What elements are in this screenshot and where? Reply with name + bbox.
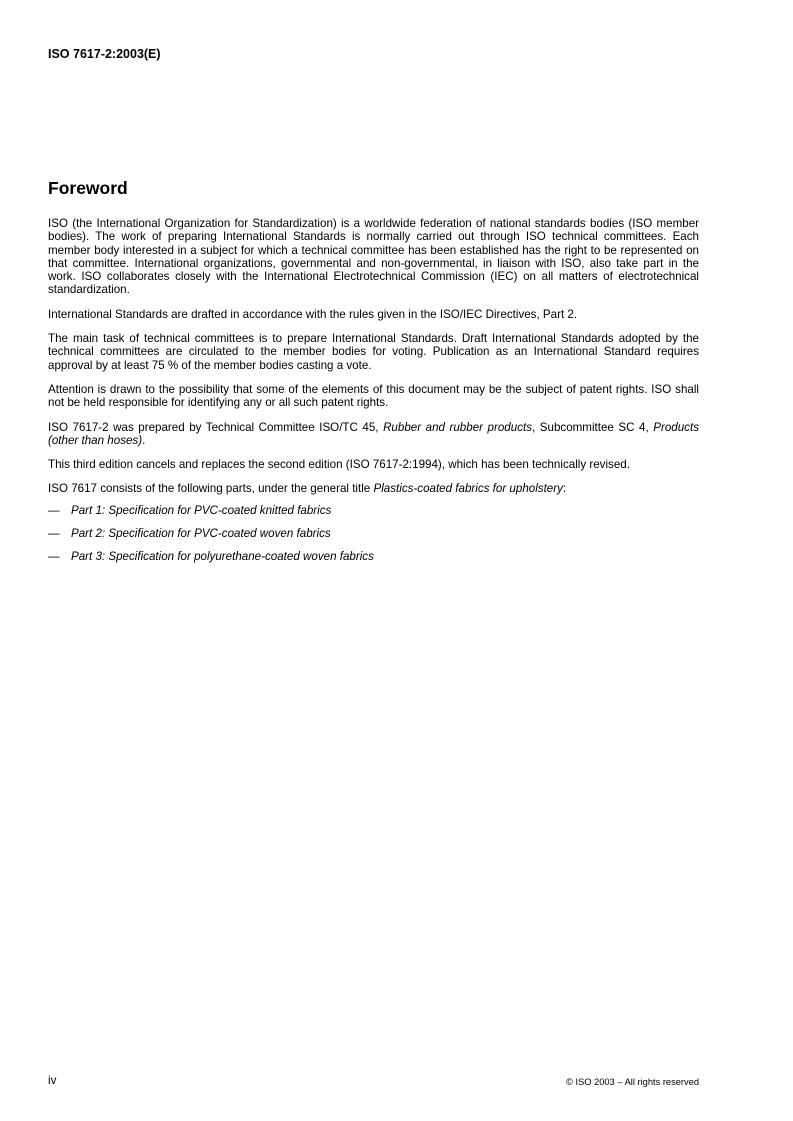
parts-intro-text: ISO 7617 consists of the following parts, under the general title	[48, 482, 374, 496]
paragraph-patent-rights: Attention is drawn to the possibility that some of the elements of this document may be the subject of patent rights. ISO shall not be held responsible for identifying any or all such patent rights.	[48, 382, 699, 410]
copyright-notice: © ISO 2003 – All rights reserved	[566, 1077, 699, 1087]
subcommittee-title: Products (other than hoses)	[48, 420, 700, 447]
prepared-by-text: ISO 7617-2 was prepared by Technical Committee ISO/TC 45,	[48, 420, 384, 434]
part-2-title: Part 2: Specification for PVC-coated woven fabrics	[71, 527, 331, 541]
prepared-by-end: .	[142, 433, 146, 447]
paragraph-iso-overview: ISO (the International Organization for Standardization) is a worldwide federation of national standards bodies (ISO member bodies). The work of preparing International Standards is normally carried out through ISO technical committees. Each member body interested in a subject for which a technical committee has been established has the right to be represented on that committee. International organizations, governmental and non-governmental, in liaison with ISO, also take part in the work. ISO collaborates closely with the International Electrotechnical Commission (IEC) on all matters of electrotechnical standardization.	[48, 217, 699, 297]
parts-list	[48, 504, 699, 564]
list-item	[48, 550, 699, 563]
list-dash: —	[48, 503, 60, 517]
paragraph-directives: International Standards are drafted in accordance with the rules given in the ISO/IEC Directives, Part 2.	[48, 307, 578, 321]
list-dash: —	[48, 550, 60, 564]
page-number: iv	[48, 1074, 57, 1087]
list-item	[48, 527, 699, 540]
paragraph-prepared-by	[48, 421, 699, 448]
part-1-title: Part 1: Specification for PVC-coated knitted fabrics	[71, 503, 332, 517]
paragraph-edition: This third edition cancels and replaces the second edition (ISO 7617-2:1994), which has been technically revised.	[48, 458, 630, 472]
list-dash: —	[48, 527, 60, 541]
section-heading-foreword: Foreword	[48, 178, 128, 198]
foreword-body	[48, 217, 699, 574]
parts-intro-colon: :	[562, 482, 567, 496]
general-title: Plastics-coated fabrics for upholstery	[373, 482, 563, 496]
document-identifier: ISO 7617-2:2003(E)	[48, 47, 161, 61]
committee-title: Rubber and rubber products	[383, 420, 533, 434]
paragraph-technical-committees: The main task of technical committees is to prepare International Standards. Draft International Standards adopted by the technical committees are circulated to the member bodies for voting. Publication as an International Standard requires approval by at least 75 % of the member bodies casting a vote.	[48, 332, 699, 372]
part-3-title: Part 3: Specification for polyurethane-coated woven fabrics	[71, 550, 374, 564]
list-item	[48, 504, 699, 517]
prepared-by-subcommittee: , Subcommittee SC 4,	[532, 420, 654, 434]
paragraph-parts-intro	[48, 482, 699, 495]
